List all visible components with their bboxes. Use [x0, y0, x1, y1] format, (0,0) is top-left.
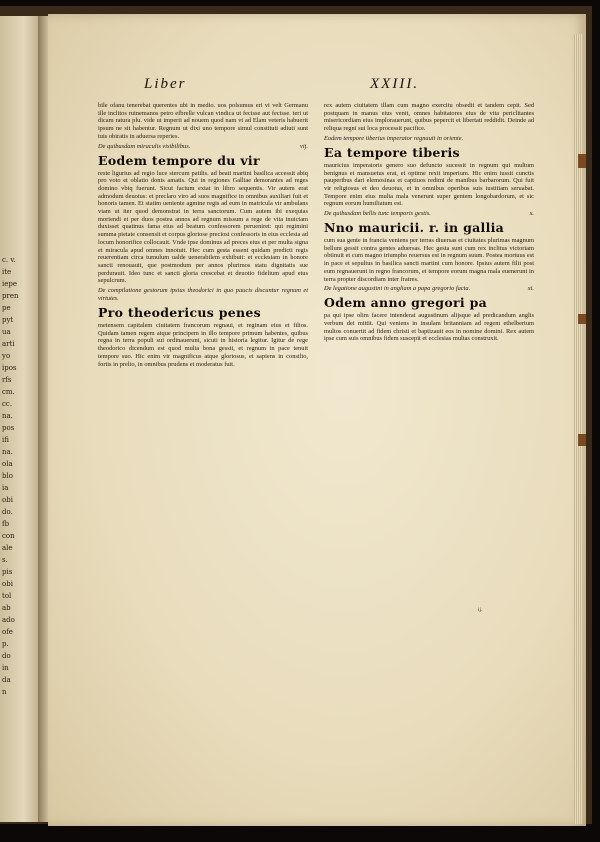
left-page-fragment: obi: [2, 580, 13, 588]
left-page-fragment: iepe: [2, 280, 18, 288]
running-head-right: XXIII.: [370, 76, 420, 92]
chapter-number: x.: [529, 210, 534, 218]
section-body: reste ligurius ad regio luce stercum patilis. ad beati martini basilica accessit abiq pro voto et oblatio donis amatis. Qui in regiones Galliae demorantes ad reges domino vbiq fuerunt. Sicut factum extat in libro sequentis. Vir autem erat admodum deuotus: et preclaro viro ad suos magnifice in omnibus auxiliari fuit et honoris tamen. Et statim ueniente agmine regis ad eum in matricula vir ambulans viam ut iter quod demonstrat in terra sanctorum. Cum autem ibi exequias moriendi et per duos postea annos ad regnum missum a rege de vita inuictam duxisset quatinus fama eius ad beatum confessorem perueniret: qui regimini summa pietate consensit et corpus gloriose preciosi confessoris in eius ecclesia ad locum honorifice collocauit. Vnde ipse dominus ad preces eius et per multa signa et miracula apud omnes innotuit. Hec cum gesta essent quidam predicti regis reuerentiam circa tumulum ualde uenerabilem exhibuit: et ecclesiam in honore sancti renouauit, que postmodum per annos plurimos statu dignitatis sue perdurauit. Ideo tunc et sancti gloria crescebat et deuotio fidelium apud eius sepulcrum.: [98, 169, 308, 285]
chapter-number: xi.: [527, 285, 534, 293]
left-page-fragment: yo: [2, 352, 11, 360]
chapter-heading: [324, 135, 534, 143]
section-title-text: Nno mauricii. r. in gallia: [324, 220, 505, 236]
section-title: [98, 154, 308, 168]
left-page-fragment: pe: [2, 304, 11, 312]
left-page-fragment: ifi: [2, 436, 9, 444]
left-page-fragment: na.: [2, 448, 13, 456]
left-page-fragment: ua: [2, 328, 11, 336]
left-page-fragment: pis: [2, 568, 13, 576]
book-spread: [0, 6, 592, 824]
section-title: [98, 306, 308, 320]
bookmark-tab: [578, 314, 586, 324]
left-page-fragment: pos: [2, 424, 15, 432]
left-page-fragment: arti: [2, 340, 15, 348]
left-page-fragment: do.: [2, 508, 13, 516]
section-body: metensem capitalem ciuitatem francorum regnaui, et reginam eius et filios. Quidam tamen regem atque principem in illo tempore primum habentes, quibus regna in terra populi sui ordinauerunt, sicuti in historia legitur. Igitur de rege theodorico dicendum est quod multa bona gessit, et regnum in pace tenuit tempore suo. Hic enim vir magnificus atque gloriosus, et sapiens in consilio, fortis in prelio, in omnibus prudens et moderatus fuit.: [98, 322, 308, 368]
chapter-heading: [98, 287, 308, 303]
left-page-fragment: da: [2, 676, 11, 684]
left-page-fragment: pyt: [2, 316, 14, 324]
left-page-fragment: tol: [2, 592, 12, 600]
right-page: [48, 14, 586, 826]
chapter-ref: De legatione augustini in angliam a papa gregorio facta.: [324, 285, 471, 293]
column-intro: rex autem ciuitatem illam cum magno exercitu obsedit et tandem cepit. Sed postquam in manus eius venit, omnes habitatores eius de vita periclitantes misericordiam eius implorauerunt, quibus pepercit et libertati reddidit. Deinde ad reliqua regni sui loca processit pacifice.: [324, 102, 534, 133]
chapter-ref: De compilatione gestorum ipsius theodorici in quo paucis discuntur regnum et virtutes.: [98, 287, 308, 303]
left-page-fragment: fb: [2, 520, 10, 528]
chapter-heading: [98, 143, 308, 151]
text-column-left: [98, 102, 308, 368]
left-page-fragment: cm.: [2, 388, 15, 396]
folio-signature: ij.: [478, 607, 483, 613]
left-page-fragment: ale: [2, 544, 13, 552]
column-intro: bile ofanu tenerebat querentes ubi in medio. uos polsumus eri vi velt Germanu ille inclitos ruinemanos petro efbrelle vulcan vindica ut fecisse aut fecisse. teri ut dicam ratura plu. vide ut imperii ad nouem quod nam vt ad Elam veteris habuerit ipsum ne sit habentur. Regnum ut dixi uno tempore simul constituti adiuti sunt tuis obiratis in aduersa reperies.: [98, 102, 308, 140]
left-page-fragment: pren: [2, 292, 19, 300]
left-page-fragment: c. v.: [2, 256, 16, 264]
chapter-ref: De quibusdam bellis tunc temporis gestis.: [324, 210, 431, 218]
chapter-ref: Eodem tempore tiberius imperator regnauit in oriente.: [324, 134, 464, 142]
left-page-fragment: do: [2, 652, 11, 660]
left-page-fragment: ofe: [2, 628, 13, 636]
section-title: [324, 221, 534, 235]
section-title-text: Odem anno gregori pa: [324, 295, 488, 311]
left-page-fragment: cc.: [2, 400, 13, 408]
section-body: pa qui ipse olim facere intenderat augustinum alijsque ad predicandum anglis verbum dei mittit. Qui veniens in insulam britanniam ad regem ethelbertum multos conuertit ad fidem christi et baptizauit eos in nomine domini. Rex autem ipse cum suis omnibus fidem suscepit et ecclesias multas construxit.: [324, 312, 534, 343]
left-page-fragment: n: [2, 688, 7, 696]
page-fore-edge: [574, 34, 582, 824]
text-column-right: [324, 102, 534, 343]
left-page-fragment: con: [2, 532, 15, 540]
running-head-left: Liber: [144, 76, 187, 92]
chapter-number: vij.: [300, 142, 308, 150]
section-title-text: Ea tempore tiberis: [324, 144, 460, 160]
left-page-fragment: ia: [2, 484, 9, 492]
left-page-edge: [0, 16, 40, 822]
left-page-fragment: ite: [2, 268, 12, 276]
section-title: [324, 146, 534, 160]
section-title-text: Eodem tempore du vir: [98, 152, 260, 168]
section-body: cum sua gente in francia veniens per terras diuersas et ciuitates plurimas magnum bellum gessit contra gentes aduersas. Hec gesta sunt cum rex inclitus victoriam obtinuit et cum magno triumpho reuersus est in regnum suum. Postea mortuus est in pace et sepultus in basilica sancti martini cum honore. Ipsius autem filii post eum regnauerunt in regno francorum, et tempore eorum magna mala euenerunt in terra propter discordiam inter fratres.: [324, 237, 534, 283]
section-title: [324, 296, 534, 310]
bookmark-tab: [578, 154, 586, 168]
chapter-heading: [324, 285, 534, 293]
chapter-ref: De quibusdam miraculis visibilibus.: [98, 142, 191, 150]
left-page-fragment: blo: [2, 472, 13, 480]
left-page-fragment: obi: [2, 496, 13, 504]
left-page-fragment: na.: [2, 412, 13, 420]
section-body: mauricius imperatoris genero suo defuncto sucessit in regnum qui multum benignus et mansuetus erat, et optime rexit imperium. Hic enim iussit cunctis pauperibus dari elemosinas et captiuos redimi de manibus barbarorum. Qui fuit vir religiosus et deo deuotus, et in omnibus operibus suis iustitiam seruabat. Tempore enim eius multa mala venerunt super gentem longobardorum, et sic regnum eorum humiliatum est.: [324, 161, 534, 208]
left-page-fragment: ab: [2, 604, 11, 612]
left-page-fragment: rfs: [2, 376, 12, 384]
left-page-fragment: s.: [2, 556, 8, 564]
left-page-fragment: ipos: [2, 364, 17, 372]
left-page-fragment: ado: [2, 616, 15, 624]
bookmark-tab: [578, 434, 586, 446]
left-page-fragment: p.: [2, 640, 9, 648]
left-page-fragment: ola: [2, 460, 13, 468]
section-title-text: Pro theodericus penes: [98, 305, 262, 321]
left-page-fragment: in: [2, 664, 9, 672]
chapter-heading: [324, 210, 534, 218]
